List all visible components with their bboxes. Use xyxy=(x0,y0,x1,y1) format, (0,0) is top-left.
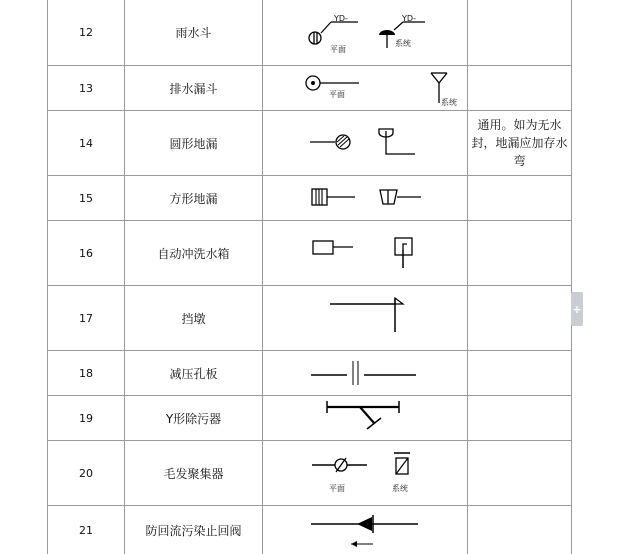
row-number: 16 xyxy=(48,221,125,285)
row-note xyxy=(468,221,571,285)
table-row xyxy=(48,0,571,66)
row-name: 雨水斗 xyxy=(125,0,263,65)
row-number: 13 xyxy=(48,66,125,110)
row-name: 方形地漏 xyxy=(125,176,263,220)
row-name: 圆形地漏 xyxy=(125,111,263,175)
row-name: 减压孔板 xyxy=(125,351,263,395)
label-plan: 平面 xyxy=(330,45,346,54)
symbol-cell xyxy=(263,506,468,554)
table-row xyxy=(48,111,571,176)
row-note: 通用。如为无水封，地漏应加存水弯 xyxy=(471,118,568,168)
label-system: 系统 xyxy=(441,98,457,107)
table-row xyxy=(48,351,571,396)
row-note xyxy=(468,396,571,440)
drain-funnel-symbol xyxy=(263,66,468,111)
thrust-block-symbol xyxy=(263,286,468,351)
y-strainer-symbol xyxy=(263,396,468,441)
hair-trap-symbol xyxy=(263,441,468,506)
table-row xyxy=(48,176,571,221)
symbol-cell xyxy=(263,221,468,285)
label-yd-system: YD- xyxy=(402,14,416,23)
row-number: 18 xyxy=(48,351,125,395)
row-note xyxy=(468,441,571,505)
row-note xyxy=(468,0,571,65)
row-name: 防回流污染止回阀 xyxy=(125,506,263,554)
label-plan: 平面 xyxy=(329,90,345,99)
symbol-cell xyxy=(263,396,468,440)
row-number: 19 xyxy=(48,396,125,440)
legend-table xyxy=(47,0,572,554)
round-floor-drain-symbol xyxy=(263,111,468,176)
row-name: 挡墩 xyxy=(125,286,263,350)
row-note xyxy=(468,506,571,554)
row-number: 17 xyxy=(48,286,125,350)
table-row xyxy=(48,221,571,286)
label-system: 系统 xyxy=(395,39,411,48)
label-plan: 平面 xyxy=(329,484,345,493)
row-name: 排水漏斗 xyxy=(125,66,263,110)
table-row xyxy=(48,506,571,554)
symbol-cell xyxy=(263,441,468,505)
row-number: 15 xyxy=(48,176,125,220)
row-number: 12 xyxy=(48,0,125,65)
row-number: 20 xyxy=(48,441,125,505)
row-note xyxy=(468,176,571,220)
orifice-plate-symbol xyxy=(263,351,468,396)
row-name: Y形除污器 xyxy=(125,396,263,440)
square-floor-drain-symbol xyxy=(263,176,468,221)
row-note xyxy=(468,351,571,395)
label-yd-plan: YD- xyxy=(334,14,348,23)
symbol-cell xyxy=(263,111,468,175)
table-row xyxy=(48,396,571,441)
side-expand-tab[interactable]: + xyxy=(571,292,583,326)
symbol-cell xyxy=(263,351,468,395)
roof-drain-symbol xyxy=(263,0,468,66)
label-system: 系统 xyxy=(392,484,408,493)
table-row xyxy=(48,66,571,111)
row-number: 21 xyxy=(48,506,125,554)
symbol-cell xyxy=(263,66,468,110)
row-note xyxy=(468,286,571,350)
row-number: 14 xyxy=(48,111,125,175)
symbol-cell xyxy=(263,0,468,65)
symbol-cell xyxy=(263,176,468,220)
backflow-check-valve-symbol xyxy=(263,506,468,554)
symbol-cell xyxy=(263,286,468,350)
table-row xyxy=(48,286,571,351)
row-note xyxy=(468,66,571,110)
row-name: 自动冲洗水箱 xyxy=(125,221,263,285)
auto-flush-tank-symbol xyxy=(263,221,468,286)
row-name: 毛发聚集器 xyxy=(125,441,263,505)
table-row xyxy=(48,441,571,506)
